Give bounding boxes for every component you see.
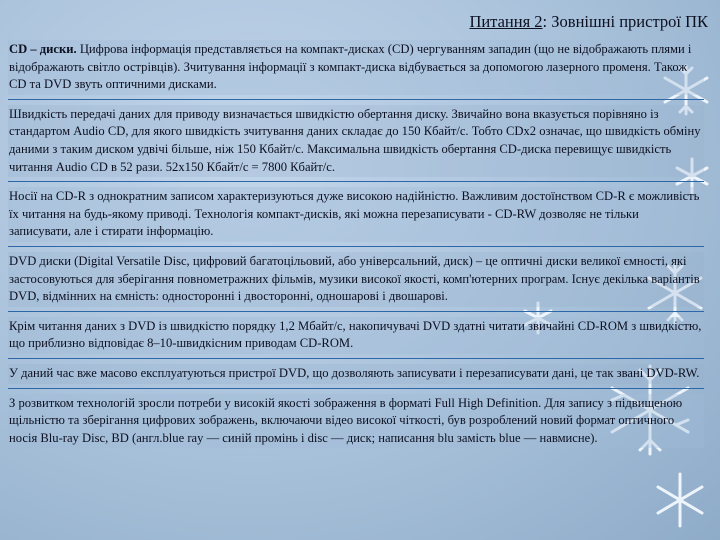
divider — [8, 358, 704, 359]
title-topic: : Зовнішні пристрої ПК — [542, 12, 708, 31]
divider — [8, 181, 704, 182]
paragraph-text: Носії на CD-R з однократним записом характеризуються дуже високою надійністю. Важливим достоїнством CD-R є можливість їх читання на будь-якому приводі. Технологія компакт-дисків, які можна перезаписувати - CD-RW дозволяє не тільки записувати, але і стирати інформацію. — [9, 189, 700, 239]
paragraph-text: DVD диски (Digital Versatile Disc, цифровий багатоцільовий, або універсальний, диск) – це оптичні диски великої ємності, які застосовуються для зберігання повнометражних фільмів, музики високої якості, комп'ютерних програм. Існує декілька варіантів DVD, відмінних на ємність: односторонні і двосторонні, одношарові і двошарові. — [9, 253, 700, 304]
title-question-number: Питання 2 — [469, 12, 543, 31]
paragraph-cd-discs — [8, 40, 704, 95]
paragraph-dvd-speed — [8, 317, 704, 354]
paragraph-text: Швидкість передачі даних для приводу визначається швидкістю обертання диску. Звичайно вона вказується порівняно із стандартом Audio CD, для якого швидкість зчитування даних складає до 150 Кбайт/с. Тобто CDх2 означає, що швидкість обміну даними з таким диском удвічі більше, ніж 150 Кбайт/с. Максимальна швидкість обертання CD-диска перевищує швидкість читання Audio CD в 52 рази. 52х150 Кбайт/с = 7800 Кбайт/с. — [9, 106, 701, 174]
paragraph-speed — [8, 105, 704, 177]
paragraph-dvd-rw — [8, 364, 704, 384]
paragraph-text: Цифрова інформація представляється на компакт-дисках (CD) чергуванням западин (що не відображають плями і відображають світло острівців). Зчитування інформації з компакт-диска відбувається за допомогою лазерного променя. Також CD та DVD звуть оптичними дисками. — [9, 42, 692, 92]
paragraph-cd-r — [8, 187, 704, 242]
divider — [8, 99, 704, 100]
paragraph-text: Крім читання даних з DVD із швидкістю порядку 1,2 Мбайт/с, накопичувачі DVD здатні читати звичайні CD-ROM з швидкістю, що приблизно відповідає 8–10-швидкісним приводам CD-ROM. — [9, 318, 702, 351]
paragraph-dvd — [8, 252, 704, 307]
content-body — [8, 40, 704, 452]
paragraph-lead: CD – диски. — [9, 42, 77, 56]
divider — [8, 388, 704, 389]
slide-title — [469, 12, 708, 32]
paragraph-text: З розвитком технологій зросли потреби у високій якості зображення в форматі Full High Definition. Для запису з підвищеною щільністю та зберігання цифрових зображень, включаючи відео високої чіткості, був розроблений новий формат оптичного носія Blu-ray Disc, BD (англ.blue ray — синій промінь і disc — диск; написання blu замість blue — навмисне). — [9, 395, 683, 445]
divider — [8, 311, 704, 312]
paragraph-blu-ray — [8, 394, 704, 449]
snowflake-icon — [650, 470, 710, 530]
divider — [8, 246, 704, 247]
paragraph-text: У даний час вже масово експлуатуються пристрої DVD, що дозволяють записувати і перезаписувати дані, це так звані DVD-RW. — [9, 365, 700, 380]
